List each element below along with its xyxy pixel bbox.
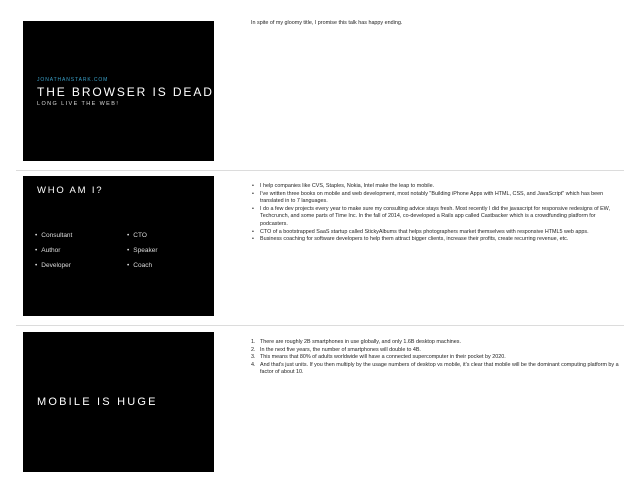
slide-2-thumbnail (23, 176, 214, 316)
slide-title: MOBILE IS HUGE (37, 396, 158, 408)
notes-numbered-item (251, 354, 621, 362)
bullet-icon: • (35, 247, 38, 254)
notes-numbered-item (251, 339, 621, 347)
role-item (35, 247, 130, 254)
item-text: In the next five years, the number of smartphones will double to 4B. (260, 346, 421, 353)
notes-text: In spite of my gloomy title, I promise this talk has happy ending. (251, 20, 403, 26)
item-number: 1. (251, 339, 256, 345)
role-label: Consultant (41, 232, 73, 239)
slide-3-notes (251, 339, 621, 377)
item-text: This means that 80% of adults worldwide will have a connected supercomputer in their pocket by 2020. (260, 354, 506, 361)
notes-bullet-item: • I help companies like CVS, Staples, Nokia, Intel make the leap to mobile. (251, 183, 621, 191)
role-item (127, 262, 205, 269)
notes-bullet-item: • Business coaching for software developers to help them attract bigger clients, increase their profits, create recurring revenue, etc. (251, 236, 621, 244)
role-item (127, 232, 205, 239)
slide-1-notes (251, 20, 621, 28)
role-item (35, 262, 130, 269)
bullet-icon: • (127, 262, 130, 269)
slide-title: WHO AM I? (37, 185, 104, 196)
item-number: 3. (251, 354, 256, 361)
notes-bullet-item: • CTO of a bootstrapped SaaS startup called StickyAlbums that helps photographers market themselves with responsive HTML5 web apps. (251, 229, 621, 237)
slide-1-thumbnail (23, 21, 214, 161)
slide-3-thumbnail (23, 332, 214, 472)
bullet-icon: • (127, 247, 130, 254)
roles-list (35, 232, 205, 269)
role-item (35, 232, 130, 239)
role-label: Speaker (133, 247, 158, 254)
bullet-icon: • (35, 262, 38, 269)
role-label: Coach (133, 262, 153, 269)
role-item (127, 247, 205, 254)
notes-numbered-list (251, 339, 621, 377)
role-label: Developer (41, 262, 71, 269)
page-divider (16, 170, 624, 171)
notes-bullet-item: • I do a few dev projects every year to make sure my consulting advice stays fresh. Most recently I did the javascript for responsive redesigns of EW, Techcrunch, and some parts of Time Inc. In the fall of 2014, co-developed a Rails app called Castbacker which is a crowdfunding platform for podcasters. (251, 206, 621, 229)
site-label: JONATHANSTARK.COM (37, 77, 109, 83)
role-label: Author (41, 247, 61, 254)
bullet-icon: • (127, 232, 130, 239)
slide-subtitle: LONG LIVE THE WEB! (37, 101, 120, 107)
slide-title: THE BROWSER IS DEAD (37, 85, 214, 99)
slide-2-notes (251, 183, 621, 244)
item-text: And that's just units. If you then multiply by the usage numbers of desktop vs mobile, it's clear that mobile will be the dominant computing platform by a factor of about 10. (260, 361, 619, 376)
role-label: CTO (133, 232, 147, 239)
item-text: There are roughly 2B smartphones in use globally, and only 1.6B desktop machines. (260, 339, 461, 345)
item-number: 4. (251, 361, 256, 368)
item-number: 2. (251, 346, 256, 353)
notes-bullet-item: • I've written three books on mobile and web development, most notably "Building iPhone Apps with HTML, CSS, and JavaScript" which has been translated in to 7 languages. (251, 191, 621, 206)
notes-bullet-list (251, 183, 621, 244)
bullet-icon: • (35, 232, 38, 239)
notes-numbered-item (251, 362, 621, 377)
notes-numbered-item (251, 347, 621, 355)
page-divider (16, 325, 624, 326)
